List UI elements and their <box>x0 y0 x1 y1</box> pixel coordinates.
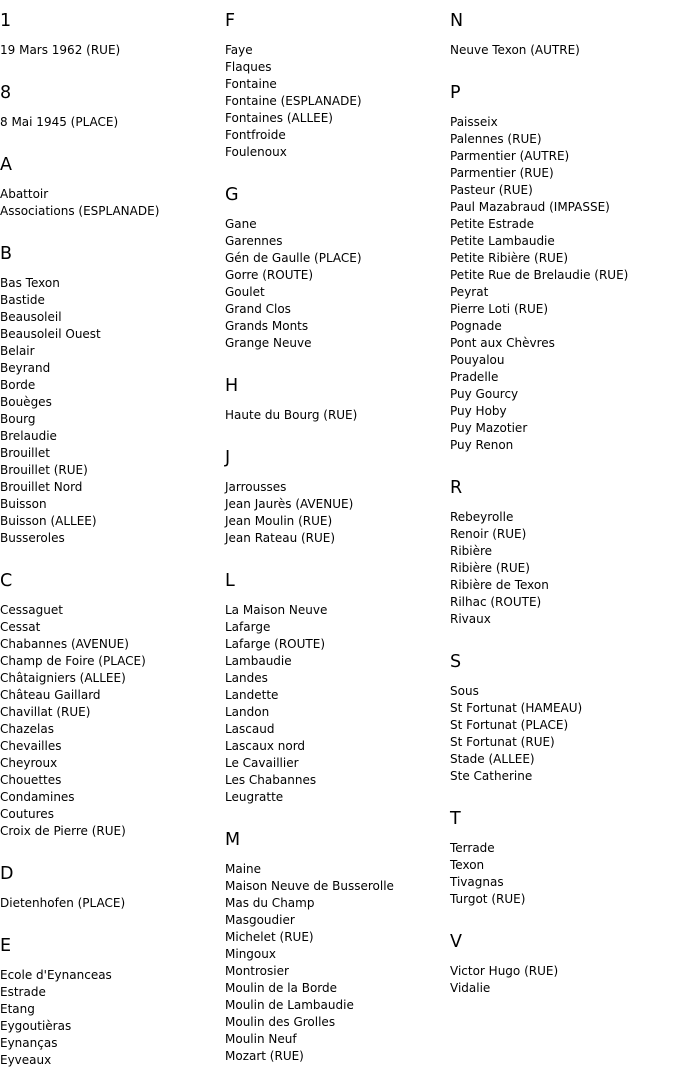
section-letter-heading: S <box>450 652 462 672</box>
street-list-item[interactable]: Mas du Champ <box>225 896 315 910</box>
street-list-item[interactable]: 8 Mai 1945 (PLACE) <box>0 115 119 129</box>
street-list-item[interactable]: Beausoleil Ouest <box>0 327 101 341</box>
letter-section <box>225 373 445 424</box>
letter-section <box>225 445 445 547</box>
street-list-item[interactable]: Chouettes <box>0 773 62 787</box>
street-list-item[interactable]: Dietenhofen (PLACE) <box>0 896 126 910</box>
street-list-item[interactable]: Bouèges <box>0 395 52 409</box>
street-list <box>450 114 670 454</box>
street-list-item[interactable]: Cessat <box>0 620 41 634</box>
street-list-item[interactable]: Paisseix <box>450 115 498 129</box>
street-list-item[interactable]: Garennes <box>225 234 283 248</box>
street-list-item[interactable]: Croix de Pierre (RUE) <box>0 824 126 838</box>
street-list-item[interactable]: Gén de Gaulle (PLACE) <box>225 251 362 265</box>
street-list-item[interactable]: Eygoutièras <box>0 1019 72 1033</box>
street-list-item[interactable]: Ste Catherine <box>450 769 533 783</box>
street-list-item[interactable]: Michelet (RUE) <box>225 930 314 944</box>
section-letter-heading: A <box>0 155 12 175</box>
street-list-item[interactable]: Petite Lambaudie <box>450 234 555 248</box>
street-list-item[interactable]: Parmentier (AUTRE) <box>450 149 570 163</box>
street-list <box>225 42 445 161</box>
street-list-item[interactable]: Les Chabannes <box>225 773 317 787</box>
street-list-item[interactable]: Victor Hugo (RUE) <box>450 964 559 978</box>
street-list-item[interactable]: Puy Renon <box>450 438 514 452</box>
street-list-item[interactable]: St Fortunat (RUE) <box>450 735 555 749</box>
street-list-item[interactable]: Maison Neuve de Busserolle <box>225 879 394 893</box>
section-letter-heading: H <box>225 376 239 396</box>
street-list-item[interactable]: Brelaudie <box>0 429 57 443</box>
section-letter-heading: P <box>450 83 461 103</box>
street-list-item[interactable]: Lafarge (ROUTE) <box>225 637 325 651</box>
street-list-item[interactable]: Ribière <box>450 544 493 558</box>
section-letter-heading: D <box>0 864 14 884</box>
street-list-item[interactable]: Brouillet Nord <box>0 480 83 494</box>
street-list-item[interactable]: Cheyroux <box>0 756 58 770</box>
street-list-item[interactable]: Pognade <box>450 319 502 333</box>
street-list-item[interactable]: Eynanças <box>0 1036 58 1050</box>
street-index-column-2 <box>225 8 445 1086</box>
street-list-item[interactable]: Pouyalou <box>450 353 505 367</box>
street-list-item[interactable]: Fontaine (ESPLANADE) <box>225 94 362 108</box>
street-list-item[interactable]: Ribière de Texon <box>450 578 549 592</box>
section-letter-heading: B <box>0 244 13 264</box>
street-list <box>0 602 220 840</box>
street-list-item[interactable]: Peyrat <box>450 285 489 299</box>
street-list-item[interactable]: Renoir (RUE) <box>450 527 527 541</box>
street-list-item[interactable]: Associations (ESPLANADE) <box>0 204 160 218</box>
street-list <box>225 479 445 547</box>
street-list <box>450 963 670 997</box>
street-list-item[interactable]: Condamines <box>0 790 75 804</box>
street-list-item[interactable]: Moulin des Grolles <box>225 1015 336 1029</box>
letter-section <box>0 80 220 131</box>
street-list-item[interactable]: Abattoir <box>0 187 49 201</box>
street-list-item[interactable]: Pierre Loti (RUE) <box>450 302 549 316</box>
street-list-item[interactable]: Neuve Texon (AUTRE) <box>450 43 580 57</box>
street-list-item[interactable]: Grands Monts <box>225 319 309 333</box>
street-list-item[interactable]: Petite Estrade <box>450 217 534 231</box>
street-list-item[interactable]: Turgot (RUE) <box>450 892 526 906</box>
street-list-item[interactable]: Le Cavaillier <box>225 756 299 770</box>
street-list-item[interactable]: Etang <box>0 1002 35 1016</box>
street-list-item[interactable]: Lafarge <box>225 620 271 634</box>
street-list-item[interactable]: Rebeyrolle <box>450 510 514 524</box>
street-list-item[interactable]: Montrosier <box>225 964 289 978</box>
street-list-item[interactable]: St Fortunat (PLACE) <box>450 718 569 732</box>
letter-section <box>450 929 670 997</box>
street-list <box>225 602 445 806</box>
street-list-item[interactable]: St Fortunat (HAMEAU) <box>450 701 583 715</box>
street-list-item[interactable]: Estrade <box>0 985 46 999</box>
street-list-item[interactable]: Jarrousses <box>225 480 287 494</box>
street-list-item[interactable]: Buisson (ALLEE) <box>0 514 97 528</box>
street-list-item[interactable]: Chevailles <box>0 739 62 753</box>
street-list-item[interactable]: Mingoux <box>225 947 276 961</box>
letter-section <box>0 152 220 220</box>
street-list-item[interactable]: Champ de Foire (PLACE) <box>0 654 146 668</box>
letter-section <box>450 475 670 628</box>
street-list-item[interactable]: Jean Moulin (RUE) <box>225 514 333 528</box>
street-list <box>225 216 445 352</box>
street-list-item[interactable]: Châtaigniers (ALLEE) <box>0 671 126 685</box>
street-list <box>225 407 445 424</box>
street-index-column-3 <box>450 8 670 1018</box>
street-list <box>0 114 220 131</box>
letter-section <box>225 568 445 806</box>
street-list-item[interactable]: Grand Clos <box>225 302 291 316</box>
street-list-item[interactable]: Stade (ALLEE) <box>450 752 535 766</box>
street-list-item[interactable]: Landette <box>225 688 279 702</box>
letter-section <box>0 241 220 547</box>
section-letter-heading: F <box>225 11 236 31</box>
street-list-item[interactable]: Rilhac (ROUTE) <box>450 595 542 609</box>
street-list <box>225 861 445 1065</box>
letter-section <box>450 80 670 454</box>
street-list-item[interactable]: Palennes (RUE) <box>450 132 542 146</box>
street-list-item[interactable]: Fontfroide <box>225 128 286 142</box>
street-list <box>0 42 220 59</box>
letter-section <box>0 568 220 840</box>
street-list-item[interactable]: Buisson <box>0 497 47 511</box>
street-list-item[interactable]: Bourg <box>0 412 36 426</box>
street-list-item[interactable]: Jean Jaurès (AVENUE) <box>225 497 354 511</box>
section-letter-heading: N <box>450 11 464 31</box>
street-index-column-1 <box>0 8 220 1090</box>
street-list-item[interactable]: Bas Texon <box>0 276 60 290</box>
street-list-item[interactable]: Texon <box>450 858 485 872</box>
street-list-item[interactable]: Moulin Neuf <box>225 1032 297 1046</box>
street-list <box>0 967 220 1069</box>
street-list <box>450 840 670 908</box>
street-list-item[interactable]: Maine <box>225 862 262 876</box>
street-list-item[interactable]: Borde <box>0 378 36 392</box>
street-list-item[interactable]: Pont aux Chèvres <box>450 336 555 350</box>
letter-section <box>0 8 220 59</box>
street-list-item[interactable]: Fontaine <box>225 77 277 91</box>
street-list <box>450 509 670 628</box>
letter-section <box>450 8 670 59</box>
letter-section <box>225 8 445 161</box>
street-list-item[interactable]: Mozart (RUE) <box>225 1049 304 1063</box>
street-list-item[interactable]: Terrade <box>450 841 495 855</box>
street-list-item[interactable]: Fontaines (ALLEE) <box>225 111 333 125</box>
street-list-item[interactable]: Eyveaux <box>0 1053 52 1067</box>
street-list-item[interactable]: Moulin de Lambaudie <box>225 998 354 1012</box>
street-list-item[interactable]: Grange Neuve <box>225 336 312 350</box>
section-letter-heading: 8 <box>0 83 12 103</box>
letter-section <box>0 861 220 912</box>
section-letter-heading: G <box>225 185 239 205</box>
street-list-item[interactable]: Parmentier (RUE) <box>450 166 554 180</box>
street-list-item[interactable]: Ecole d'Eynanceas <box>0 968 112 982</box>
street-list-item[interactable]: Rivaux <box>450 612 491 626</box>
street-list-item[interactable]: Haute du Bourg (RUE) <box>225 408 358 422</box>
street-list-item[interactable]: Faye <box>225 43 253 57</box>
letter-section <box>450 806 670 908</box>
section-letter-heading: E <box>0 936 12 956</box>
street-list-item[interactable]: Belair <box>0 344 35 358</box>
section-letter-heading: V <box>450 932 462 952</box>
section-letter-heading: J <box>225 448 231 468</box>
street-list-item[interactable]: Petite Rue de Brelaudie (RUE) <box>450 268 629 282</box>
street-list-item[interactable]: Beyrand <box>0 361 51 375</box>
street-list-item[interactable]: Ribière (RUE) <box>450 561 530 575</box>
street-list-item[interactable]: Coutures <box>0 807 54 821</box>
street-list-item[interactable]: Brouillet <box>0 446 50 460</box>
section-letter-heading: L <box>225 571 235 591</box>
street-list-item[interactable]: Jean Rateau (RUE) <box>225 531 336 545</box>
street-list-item[interactable]: Petite Ribière (RUE) <box>450 251 569 265</box>
street-list <box>0 895 220 912</box>
street-list <box>450 683 670 785</box>
street-list-item[interactable]: Landon <box>225 705 270 719</box>
street-list-item[interactable]: Pasteur (RUE) <box>450 183 533 197</box>
street-list-item[interactable]: Flaques <box>225 60 272 74</box>
street-list-item[interactable]: Gorre (ROUTE) <box>225 268 314 282</box>
street-list-item[interactable]: Pradelle <box>450 370 499 384</box>
section-letter-heading: M <box>225 830 241 850</box>
street-list <box>0 275 220 547</box>
street-list-item[interactable]: Goulet <box>225 285 265 299</box>
street-list-item[interactable]: Lascaud <box>225 722 275 736</box>
street-list-item[interactable]: 19 Mars 1962 (RUE) <box>0 43 121 57</box>
street-list-item[interactable]: Sous <box>450 684 479 698</box>
street-list <box>0 186 220 220</box>
street-list-item[interactable]: Cessaguet <box>0 603 63 617</box>
letter-section <box>225 827 445 1065</box>
street-list-item[interactable]: La Maison Neuve <box>225 603 328 617</box>
street-list-item[interactable]: Vidalie <box>450 981 491 995</box>
section-letter-heading: C <box>0 571 13 591</box>
section-letter-heading: 1 <box>0 11 12 31</box>
street-list <box>450 42 670 59</box>
street-list-item[interactable]: Beausoleil <box>0 310 62 324</box>
street-list-item[interactable]: Puy Hoby <box>450 404 507 418</box>
letter-section <box>450 649 670 785</box>
street-list-item[interactable]: Château Gaillard <box>0 688 101 702</box>
street-list-item[interactable]: Puy Mazotier <box>450 421 528 435</box>
street-list-item[interactable]: Landes <box>225 671 268 685</box>
section-letter-heading: R <box>450 478 463 498</box>
street-list-item[interactable]: Moulin de la Borde <box>225 981 338 995</box>
street-list-item[interactable]: Chabannes (AVENUE) <box>0 637 129 651</box>
section-letter-heading: T <box>450 809 461 829</box>
street-list-item[interactable]: Lambaudie <box>225 654 292 668</box>
street-list-item[interactable]: Gane <box>225 217 257 231</box>
street-list-item[interactable]: Busseroles <box>0 531 65 545</box>
street-list-item[interactable]: Masgoudier <box>225 913 295 927</box>
street-list-item[interactable]: Bastide <box>0 293 45 307</box>
street-list-item[interactable]: Leugratte <box>225 790 284 804</box>
street-list-item[interactable]: Tivagnas <box>450 875 504 889</box>
street-list-item[interactable]: Chazelas <box>0 722 54 736</box>
letter-section <box>0 933 220 1069</box>
street-list-item[interactable]: Paul Mazabraud (IMPASSE) <box>450 200 610 214</box>
street-list-item[interactable]: Lascaux nord <box>225 739 306 753</box>
street-list-item[interactable]: Foulenoux <box>225 145 287 159</box>
street-list-item[interactable]: Chavillat (RUE) <box>0 705 91 719</box>
letter-section <box>225 182 445 352</box>
street-list-item[interactable]: Puy Gourcy <box>450 387 519 401</box>
street-list-item[interactable]: Brouillet (RUE) <box>0 463 88 477</box>
